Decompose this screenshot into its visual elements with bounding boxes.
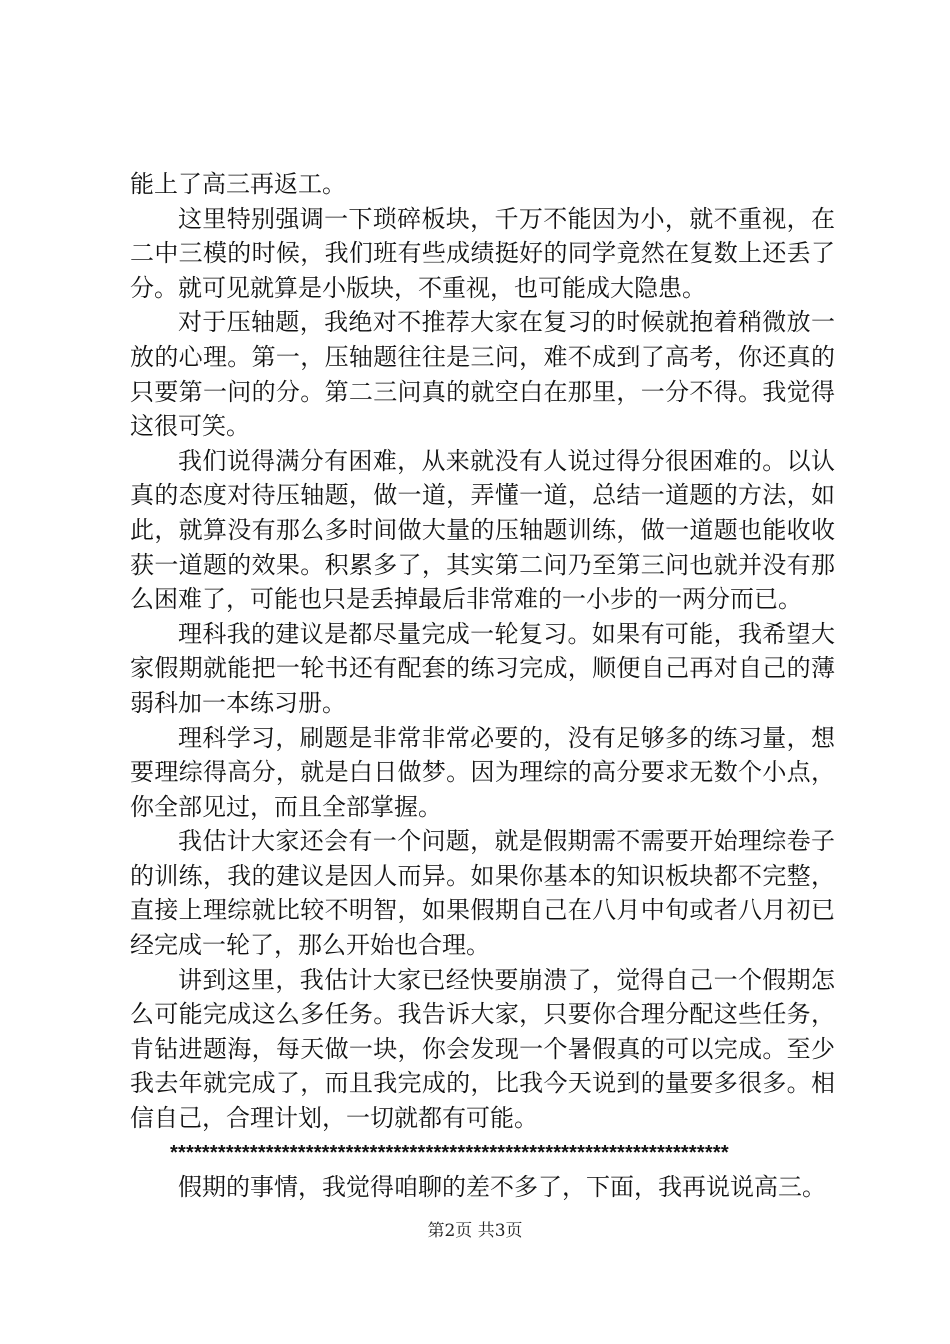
page-number-footer: 第2页 共3页 bbox=[427, 1221, 523, 1241]
paragraph-7: 我估计大家还会有一个问题，就是假期需不需要开始理综卷子的训练，我的建议是因人而异。如果你基本的知识板块都不完整，直接上理综就比较不明智，如果假期自己在八月中旬或者八月初已经完成一轮了，那么开始也合理。 bbox=[130, 827, 835, 960]
paragraph-8: 讲到这里，我估计大家已经快要崩溃了，觉得自己一个假期怎么可能完成这么多任务。我告诉大家，只要你合理分配这些任务，肯钻进题海，每天做一块，你会发现一个暑假真的可以完成。至少我去年就完成了，而且我完成的，比我今天说到的量要多很多。相信自己，合理计划，一切就都有可能。 bbox=[130, 965, 835, 1133]
paragraph-6: 理科学习，刷题是非常非常必要的，没有足够多的练习量，想要理综得高分，就是白日做梦。因为理综的高分要求无数个小点，你全部见过，而且全部掌握。 bbox=[130, 723, 835, 821]
paragraph-1: 能上了高三再返工。 bbox=[130, 170, 346, 198]
closing-paragraph: 假期的事情，我觉得咱聊的差不多了，下面，我再说说高三。 bbox=[178, 1173, 826, 1202]
paragraph-5: 理科我的建议是都尽量完成一轮复习。如果有可能，我希望大家假期就能把一轮书还有配套的练习完成，顺便自己再对自己的薄弱科加一本练习册。 bbox=[130, 619, 835, 717]
asterisk-separator: ********************************************************************** bbox=[170, 1141, 729, 1164]
paragraph-3: 对于压轴题，我绝对不推荐大家在复习的时候就抱着稍微放一放的心理。第一，压轴题往往是三问，难不成到了高考，你还真的只要第一问的分。第二三问真的就空白在那里，一分不得。我觉得这很可笑。 bbox=[130, 308, 835, 441]
paragraph-2: 这里特别强调一下琐碎板块，千万不能因为小，就不重视，在二中三模的时候，我们班有些成绩挺好的同学竟然在复数上还丢了分。就可见就算是小版块，不重视，也可能成大隐患。 bbox=[130, 204, 835, 302]
document-body bbox=[130, 167, 835, 1205]
paragraph-4: 我们说得满分有困难，从来就没有人说过得分很困难的。以认真的态度对待压轴题，做一道，弄懂一道，总结一道题的方法，如此，就算没有那么多时间做大量的压轴题训练，做一道题也能收收获一道题的效果。积累多了，其实第二问乃至第三问也就并没有那么困难了，可能也只是丢掉最后非常难的一小步的一两分而已。 bbox=[130, 446, 835, 614]
